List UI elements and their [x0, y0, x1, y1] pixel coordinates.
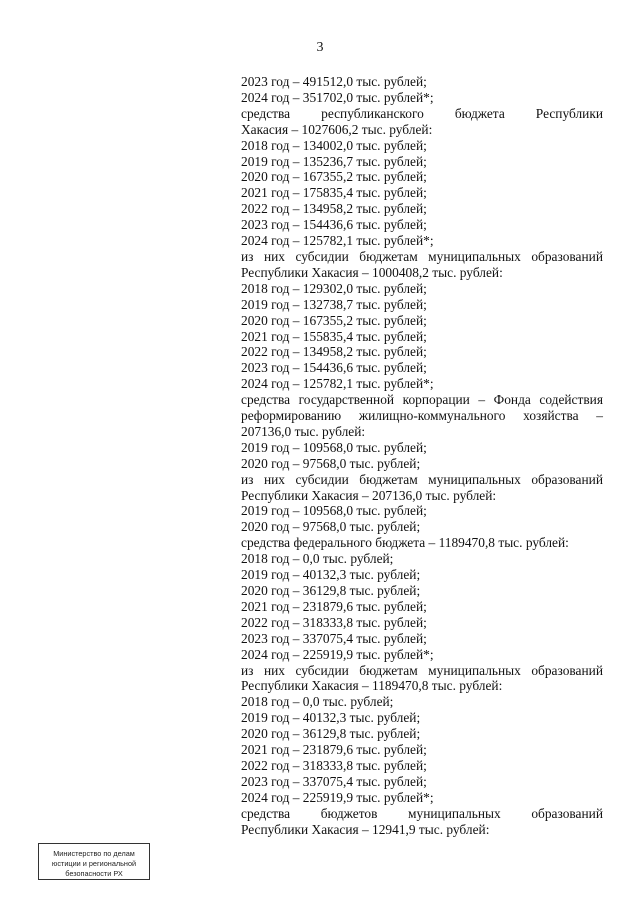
- text-line: 2022 год – 318333,8 тыс. рублей;: [241, 614, 427, 630]
- text-line: 2020 год – 36129,8 тыс. рублей;: [241, 726, 421, 742]
- text-line: 2024 год – 125782,1 тыс. рублей*;: [241, 233, 434, 249]
- document-body: [241, 74, 603, 838]
- text-line: Республики Хакасия – 12941,9 тыс. рублей:: [241, 821, 490, 837]
- text-line: 2020 год – 97568,0 тыс. рублей;: [241, 519, 421, 535]
- text-line: 2019 год – 132738,7 тыс. рублей;: [241, 296, 427, 312]
- registration-stamp: [38, 843, 150, 880]
- text-line: 2018 год – 0,0 тыс. рублей;: [241, 694, 394, 710]
- text-line: 207136,0 тыс. рублей:: [241, 423, 366, 439]
- text-line: Республики Хакасия – 1189470,8 тыс. рублей:: [241, 678, 503, 694]
- text-line: 2019 год – 40132,3 тыс. рублей;: [241, 567, 421, 583]
- text-line: 2021 год – 231879,6 тыс. рублей;: [241, 598, 427, 614]
- text-line: 2018 год – 129302,0 тыс. рублей;: [241, 280, 427, 296]
- text-line: 2021 год – 231879,6 тыс. рублей;: [241, 742, 427, 758]
- text-line: из них субсидии бюджетам муниципальных образований: [241, 662, 603, 678]
- page-number: 3: [316, 40, 324, 55]
- text-line: средства федерального бюджета – 1189470,8 тыс. рублей:: [241, 535, 569, 551]
- text-line: средства государственной корпорации – Фонда содействия: [241, 392, 603, 408]
- text-line: из них субсидии бюджетам муниципальных образований: [241, 248, 603, 264]
- text-line: 2022 год – 134958,2 тыс. рублей;: [241, 201, 427, 217]
- text-line: Республики Хакасия – 207136,0 тыс. рублей:: [241, 487, 497, 503]
- text-line: 2019 год – 109568,0 тыс. рублей;: [241, 503, 427, 519]
- text-line: 2024 год – 351702,0 тыс. рублей*;: [241, 89, 434, 105]
- text-line: 2019 год – 135236,7 тыс. рублей;: [241, 153, 427, 169]
- text-line: 2023 год – 491512,0 тыс. рублей;: [241, 74, 427, 89]
- text-line: 2020 год – 36129,8 тыс. рублей;: [241, 583, 421, 598]
- text-line: Хакасия – 1027606,2 тыс. рублей:: [241, 121, 433, 137]
- stamp-line-2: юстиции и региональной: [51, 859, 137, 868]
- text-line: 2021 год – 175835,4 тыс. рублей;: [241, 185, 427, 201]
- text-line: Республики Хакасия – 1000408,2 тыс. рублей:: [241, 264, 503, 280]
- stamp-line-3: безопасности РХ: [65, 869, 123, 878]
- text-line: из них субсидии бюджетам муниципальных образований: [241, 471, 603, 487]
- text-line: 2023 год – 154436,6 тыс. рублей;: [241, 217, 427, 233]
- text-line: 2024 год – 125782,1 тыс. рублей*;: [241, 376, 434, 392]
- text-line: 2023 год – 154436,6 тыс. рублей;: [241, 360, 427, 376]
- text-line: средства бюджетов муниципальных образований: [241, 805, 603, 821]
- text-line: 2022 год – 318333,8 тыс. рублей;: [241, 757, 427, 773]
- text-line: 2019 год – 109568,0 тыс. рублей;: [241, 439, 427, 455]
- stamp-line-1: Министерство по делам: [53, 849, 135, 858]
- text-line: 2023 год – 337075,4 тыс. рублей;: [241, 630, 427, 646]
- text-line: 2020 год – 167355,2 тыс. рублей;: [241, 312, 427, 328]
- text-line: 2020 год – 167355,2 тыс. рублей;: [241, 169, 427, 185]
- text-line: 2018 год – 0,0 тыс. рублей;: [241, 551, 394, 567]
- text-line: 2018 год – 134002,0 тыс. рублей;: [241, 137, 427, 153]
- text-line: 2022 год – 134958,2 тыс. рублей;: [241, 344, 427, 360]
- text-line: 2019 год – 40132,3 тыс. рублей;: [241, 710, 421, 726]
- text-line: 2023 год – 337075,4 тыс. рублей;: [241, 773, 427, 789]
- text-line: 2020 год – 97568,0 тыс. рублей;: [241, 455, 421, 471]
- text-line: 2024 год – 225919,9 тыс. рублей*;: [241, 789, 434, 805]
- text-line: реформированию жилищно-коммунального хозяйства –: [241, 408, 603, 424]
- text-line: средства республиканского бюджета Республики: [241, 105, 603, 121]
- text-line: 2024 год – 225919,9 тыс. рублей*;: [241, 646, 434, 662]
- text-line: 2021 год – 155835,4 тыс. рублей;: [241, 328, 427, 344]
